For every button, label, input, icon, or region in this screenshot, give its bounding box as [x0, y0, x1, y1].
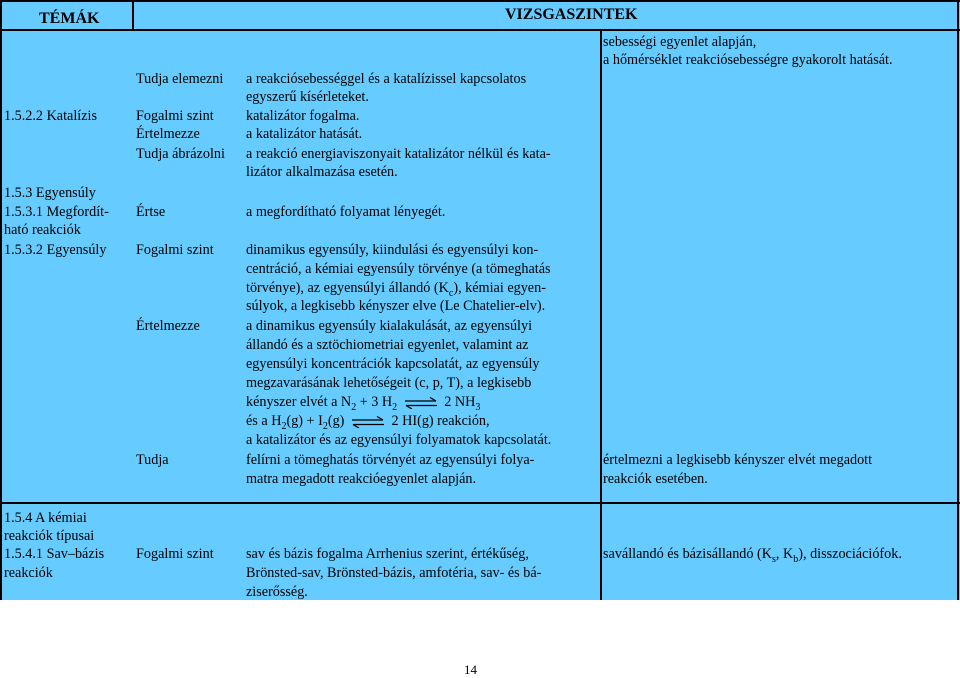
right-top-line1: sebességi egyenlet alapján, [603, 34, 757, 50]
row7-text4: súlyok, a legkisebb kényszer elve (Le Chatelier-elv). [246, 298, 546, 314]
equilibrium-arrow-icon [351, 416, 385, 428]
row7-level: Fogalmi szint [136, 242, 214, 258]
grid-line-content-right [600, 31, 602, 600]
row7-text3a: törvénye), az egyensúlyi állandó (K [246, 280, 449, 296]
eq2-sub1: 2 [281, 420, 287, 432]
page-number: 14 [464, 662, 477, 677]
grid-line-top [0, 0, 960, 2]
row7-text3 [246, 279, 546, 297]
eq1-pre: kényszer elvét a N [246, 394, 352, 410]
row11-topic2: reakciók [4, 565, 53, 581]
row1-text1: a reakciósebességgel és a katalízissel kapcsolatos [246, 71, 527, 87]
row1-text2: egyszerű kísérleteket. [246, 89, 369, 105]
row8-text3: egyensúlyi koncentrációk kapcsolatát, az egyensúly [246, 356, 540, 372]
row1-level: Tudja elemezni [136, 71, 224, 87]
row8-text4: megzavarásának lehetőségeit (c, p, T), a legkisebb [246, 375, 532, 391]
row7-text1: dinamikus egyensúly, kiindulási és egyensúlyi kon- [246, 242, 539, 258]
grid-line-header [0, 29, 960, 31]
row4-text2: lizátor alkalmazása esetén. [246, 164, 398, 180]
right-top-line2: a hőmérséklet reakciósebességre gyakorolt hatását. [603, 52, 893, 68]
row10-topic1: 1.5.4 A kémiai [4, 510, 87, 526]
row11-right-post: ), disszociációfok. [798, 546, 902, 562]
equilibrium-arrow-icon [404, 397, 438, 409]
row9-level: Tudja [136, 452, 169, 468]
right-column-bg [600, 31, 960, 600]
eq1-sub3: 3 [475, 401, 481, 413]
row3-level: Értelmezze [136, 126, 200, 142]
row6-text1: a megfordítható folyamat lényegét. [246, 204, 446, 220]
eq2-post: 2 HI(g) reakción, [391, 413, 490, 429]
row6-level: Értse [136, 204, 166, 220]
row7-topic: 1.5.3.2 Egyensúly [4, 242, 107, 258]
eq1-sub1: 2 [351, 401, 357, 413]
eq1-mid: + 3 H [356, 394, 393, 410]
row11-text3: ziserősség. [246, 584, 308, 600]
row11-kb-sub: b [793, 553, 799, 565]
row2-text1: katalizátor fogalma. [246, 108, 360, 124]
row8-text2: állandó és a sztöchiometriai egyenlet, valamint az [246, 337, 529, 353]
eq2-pre: és a H [246, 413, 282, 429]
grid-line-section [0, 502, 960, 504]
eq1-sub2: 2 [392, 401, 398, 413]
row8-level: Értelmezze [136, 318, 200, 334]
row10-topic2: reakciók típusai [4, 528, 95, 544]
header-topics-title: TÉMÁK [39, 10, 100, 27]
eq2-mid: (g) + I [286, 413, 323, 429]
grid-line-left [0, 0, 2, 600]
row3-text1: a katalizátor hatását. [246, 126, 363, 142]
row11-right [603, 545, 902, 563]
eq1-post: 2 NH [444, 394, 476, 410]
row11-text2: Brönsted-sav, Brönsted-bázis, amfotéria, sav- és bá- [246, 565, 542, 581]
row11-text1: sav és bázis fogalma Arrhenius szerint, értékűség, [246, 546, 529, 562]
row8-equation2 [246, 412, 490, 430]
row11-level: Fogalmi szint [136, 546, 214, 562]
grid-line-right [957, 0, 959, 600]
row11-right-mid: , K [775, 546, 794, 562]
row11-ks-sub: s [772, 553, 776, 565]
row9-text2: matra megadott reakcióegyenlet alapján. [246, 471, 477, 487]
header-levels-title: VIZSGASZINTEK [505, 6, 638, 23]
row9-right1: értelmezni a legkisebb kényszer elvét megadott [603, 452, 873, 468]
row11-right-pre: savállandó és bázisállandó (K [603, 546, 773, 562]
row2-topic: 1.5.2.2 Katalízis [4, 108, 97, 124]
eq2-sub2: 2 [322, 420, 328, 432]
row8-text1: a dinamikus egyensúly kialakulását, az egyensúlyi [246, 318, 533, 334]
row8-text7: a katalizátor és az egyensúlyi folyamatok kapcsolatát. [246, 432, 552, 448]
row9-text1: felírni a tömeghatás törvényét az egyensúlyi folya- [246, 452, 535, 468]
row2-level: Fogalmi szint [136, 108, 214, 124]
row9-right2: reakciók esetében. [603, 471, 708, 487]
row7-text2: centráció, a kémiai egyensúly törvénye (a tömeghatás [246, 261, 551, 277]
row7-kc-sub: c [448, 287, 454, 299]
grid-line-topics [132, 0, 134, 31]
row6-topic2: ható reakciók [4, 222, 81, 238]
row6-topic1: 1.5.3.1 Megfordít- [4, 204, 109, 220]
eq2-mid2: (g) [327, 413, 345, 429]
row11-topic1: 1.5.4.1 Sav–bázis [4, 546, 105, 562]
row4-level: Tudja ábrázolni [136, 146, 225, 162]
row8-equation1 [246, 393, 480, 411]
row5-topic: 1.5.3 Egyensúly [4, 185, 96, 201]
row7-text3b: ), kémiai egyen- [453, 280, 546, 296]
row4-text1: a reakció energiaviszonyait katalizátor nélkül és kata- [246, 146, 551, 162]
